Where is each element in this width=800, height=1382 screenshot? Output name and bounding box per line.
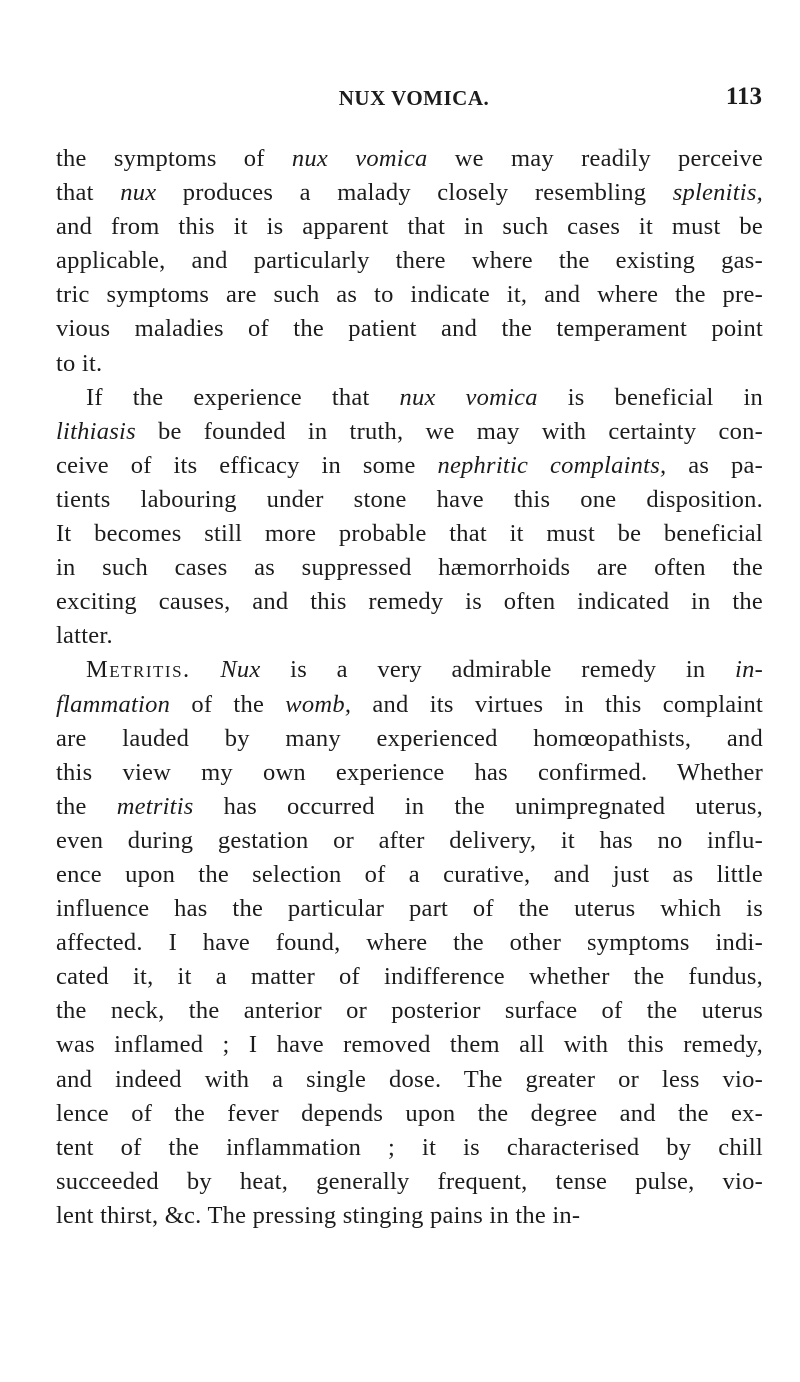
text-run: the neck, the anterior or posterior surface of the uterus (56, 997, 763, 1025)
text-run: exciting causes, and this remedy is often indicated in the (56, 588, 763, 616)
text-line (56, 347, 763, 381)
text-run: to it. (56, 349, 103, 377)
text-run: affected. I have found, where the other symptoms indi- (56, 929, 763, 957)
text-line (56, 483, 763, 517)
text-run: It becomes still more probable that it must be beneficial (56, 520, 763, 548)
text-line (56, 653, 763, 687)
text-line (56, 824, 763, 858)
text-line (56, 926, 763, 960)
text-line (56, 688, 763, 722)
italic-run: splenitis, (672, 179, 763, 207)
text-line (56, 415, 763, 449)
text-line (56, 551, 763, 585)
text-line (56, 1199, 763, 1233)
text-line (56, 892, 763, 926)
text-run (191, 656, 221, 683)
text-run: the (56, 792, 117, 820)
text-run: succeeded by heat, generally frequent, tense pulse, vio- (56, 1167, 763, 1195)
text-line (56, 278, 763, 312)
text-line (56, 1063, 763, 1097)
text-line (56, 176, 763, 210)
text-run: and indeed with a single dose. The greater or less vio- (56, 1065, 763, 1093)
italic-run: womb, (285, 690, 352, 718)
small-caps-heading: Metritis. (86, 656, 191, 684)
text-run: latter. (56, 622, 113, 650)
text-run: influence has the particular part of the uterus which is (56, 895, 763, 923)
text-line (56, 960, 763, 994)
italic-run: Nux (220, 656, 261, 684)
text-line (56, 994, 763, 1028)
text-line (56, 756, 763, 790)
text-run: has occurred in the unimpregnated uterus, (193, 792, 763, 820)
text-line (56, 381, 763, 415)
text-run: and from this it is apparent that in such cases it must be (56, 213, 763, 241)
text-run: are lauded by many experienced homœopathists, and (56, 724, 763, 752)
text-run: that (56, 179, 121, 207)
text-run: produces a malady closely resembling (156, 179, 673, 207)
text-run: of the (170, 690, 286, 718)
running-title: NUX VOMICA. (338, 86, 490, 110)
italic-run: nux vomica (291, 145, 428, 172)
italic-run: metritis (116, 792, 194, 820)
text-run: in such cases as suppressed hæmorrhoids are often the (56, 554, 763, 582)
italic-run: lithiasis (56, 417, 136, 445)
text-run: even during gestation or after delivery, it has no influ- (56, 826, 763, 854)
text-line (56, 517, 763, 551)
text-run: applicable, and particularly there where the existing gas- (56, 247, 763, 275)
text-run: If the experience that (86, 383, 400, 411)
text-run: the symptoms of (56, 145, 292, 172)
italic-run: nux vomica (399, 383, 538, 411)
text-line (56, 210, 763, 244)
italic-run: nephritic complaints, (437, 451, 667, 479)
page-number: 113 (725, 83, 762, 110)
text-run: ence upon the selection of a curative, and just as little (56, 860, 763, 888)
text-run: lence of the fever depends upon the degree and the ex- (56, 1099, 763, 1127)
text-line (56, 1097, 763, 1131)
text-line (56, 142, 763, 176)
text-run: tients labouring under stone have this one disposition. (56, 485, 763, 513)
text-line (56, 619, 763, 653)
text-run: ceive of its efficacy in some (56, 451, 438, 479)
italic-run: nux (120, 179, 157, 207)
text-line (56, 1131, 763, 1165)
body-text (56, 142, 763, 1233)
text-run: is beneficial in (537, 383, 763, 411)
text-run: be founded in truth, we may with certainty con- (135, 417, 763, 445)
text-run: tent of the inflammation ; it is characterised by chill (56, 1133, 763, 1161)
text-line (56, 1028, 763, 1062)
text-run: and its virtues in this complaint (351, 690, 763, 718)
text-line (56, 585, 763, 619)
text-line (56, 312, 763, 346)
text-run: as pa- (666, 451, 763, 479)
text-run: cated it, it a matter of indifference whether the fundus, (56, 963, 763, 991)
text-line (56, 1165, 763, 1199)
text-run: lent thirst, &c. The pressing stinging pains in the in- (56, 1201, 581, 1229)
text-line (56, 449, 763, 483)
text-line (56, 722, 763, 756)
text-line (56, 790, 763, 824)
text-run: this view my own experience has confirmed. Whether (56, 758, 763, 786)
text-line (56, 244, 763, 278)
text-run: is a very admirable remedy in (260, 656, 736, 684)
text-run: we may readily perceive (427, 145, 764, 172)
running-head (56, 83, 762, 116)
text-line (56, 858, 763, 892)
italic-run: in- (735, 656, 764, 684)
text-run: was inflamed ; I have removed them all with this remedy, (56, 1031, 763, 1059)
text-run: tric symptoms are such as to indicate it, and where the pre- (56, 281, 763, 309)
italic-run: flammation (56, 690, 171, 718)
text-run: vious maladies of the patient and the temperament point (56, 315, 763, 343)
